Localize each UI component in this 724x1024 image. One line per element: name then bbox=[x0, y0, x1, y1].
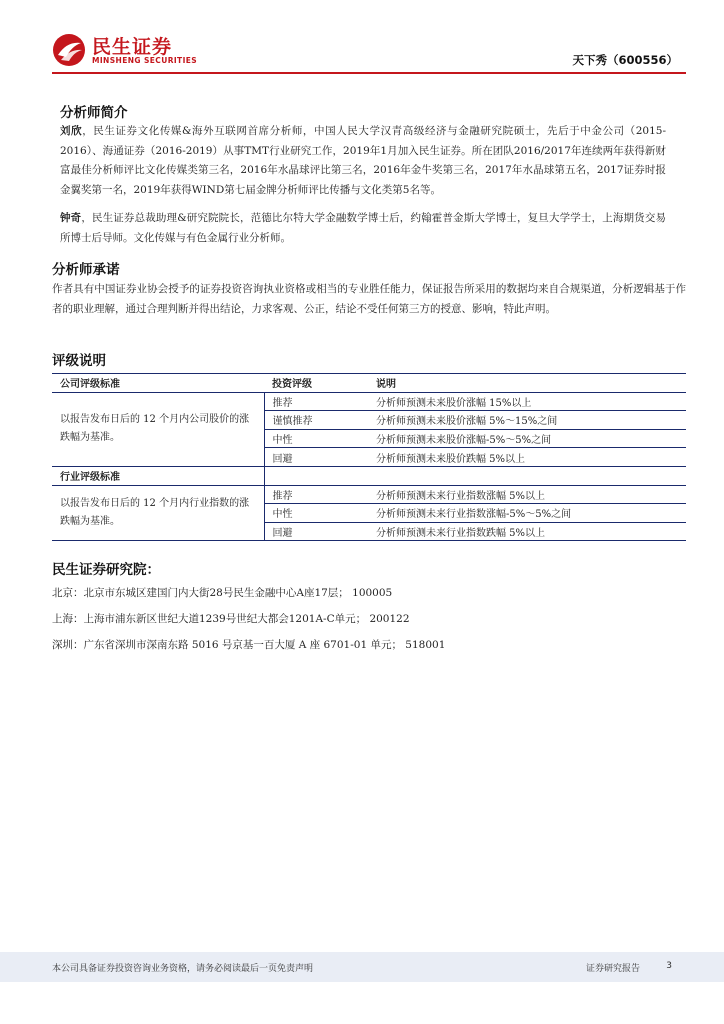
analyst-name-2: 钟奇 bbox=[60, 212, 82, 224]
industry-standard-header: 行业评级标准 bbox=[52, 466, 264, 485]
section-title-commitment: 分析师承诺 bbox=[52, 262, 120, 278]
rating-description: 分析师预测未来股价跌幅 5%以上 bbox=[368, 448, 686, 467]
footer-disclaimer: 本公司具备证券投资咨询业务资格，请务必阅读最后一页免责声明 bbox=[52, 964, 314, 974]
rating-value: 回避 bbox=[264, 522, 368, 541]
footer-report-type: 证券研究报告 bbox=[585, 964, 640, 974]
rating-description: 分析师预测未来行业指数跌幅 5%以上 bbox=[368, 522, 686, 541]
report-subject: 天下秀（600556） bbox=[572, 53, 678, 67]
table-row bbox=[52, 485, 686, 504]
empty-cell bbox=[368, 466, 686, 485]
rating-value: 推荐 bbox=[264, 392, 368, 411]
analyst-bio-text-1: ，民生证券文化传媒&海外互联网首席分析师，中国人民大学汉青高级经济与金融研究院硕士，先后于中金公司（2015-2016）、海通证券（2016-2019）从事TMT行业研究工作，2019年1月加入民生证券。所在团队2016/2017年连续两年获得新财富最佳分析师评比文化传媒类第三名，2016年水晶球评比第三名，2016年金牛奖第三名，2017年水晶球第五名，2017证券时报金翼奖第一名，2019年获得WIND第七届金牌分析师评比传播与文化类第5名等。 bbox=[60, 125, 666, 196]
rating-description: 分析师预测未来行业指数涨幅 5%以上 bbox=[368, 485, 686, 504]
rating-description: 分析师预测未来股价涨幅 15%以上 bbox=[368, 392, 686, 411]
rating-value: 回避 bbox=[264, 448, 368, 467]
section-title-analyst-intro: 分析师简介 bbox=[60, 105, 128, 121]
table-row bbox=[52, 392, 686, 411]
commitment-text: 作者具有中国证券业协会授予的证券投资咨询执业资格或相当的专业胜任能力，保证报告所采用的数据均来自合规渠道，分析逻辑基于作者的职业理解，通过合理判断并得出结论，力求客观、公正，结论不受任何第三方的授意、影响，特此声明。 bbox=[52, 283, 686, 315]
rating-header-company bbox=[52, 374, 686, 393]
empty-cell bbox=[264, 466, 368, 485]
industry-basis: 以报告发布日后的 12 个月内行业指数的涨跌幅为基准。 bbox=[52, 485, 264, 541]
company-standard-header: 公司评级标准 bbox=[60, 379, 120, 391]
page-header bbox=[0, 0, 724, 80]
rating-description: 分析师预测未来行业指数涨幅-5%～5%之间 bbox=[368, 504, 686, 523]
analyst-bio-text-2: ，民生证券总裁助理&研究院院长，范德比尔特大学金融数学博士后，约翰霍普金斯大学博士，复旦大学学士，上海期货交易所博士后导师。文化传媒与有色金属行业分析师。 bbox=[60, 212, 666, 244]
analyst-name-1: 刘欣 bbox=[60, 125, 83, 137]
section-title-institute: 民生证券研究院： bbox=[52, 562, 160, 578]
header-divider bbox=[52, 72, 686, 74]
address-shenzhen: 深圳：广东省深圳市深南东路 5016 号京基一百大厦 A 座 6701-01 单元； 518001 bbox=[52, 639, 446, 651]
rating-table bbox=[52, 373, 686, 541]
analyst-bio-2 bbox=[60, 209, 666, 248]
rating-column-header: 投资评级 bbox=[272, 379, 312, 391]
page-footer bbox=[0, 952, 724, 982]
analyst-bio-1 bbox=[60, 122, 666, 200]
address-beijing: 北京：北京市东城区建国门内大街28号民生金融中心A座17层； 100005 bbox=[52, 587, 393, 599]
minsheng-logo-icon bbox=[52, 33, 86, 67]
logo-text: 民生证券 bbox=[92, 36, 173, 58]
rating-value: 推荐 bbox=[264, 485, 368, 504]
rating-value: 谨慎推荐 bbox=[264, 411, 368, 430]
rating-description: 分析师预测未来股价涨幅 5%～15%之间 bbox=[368, 411, 686, 430]
section-title-rating: 评级说明 bbox=[52, 353, 106, 369]
logo-english-text: MINSHENG SECURITIES bbox=[92, 56, 198, 65]
page-number: 3 bbox=[666, 961, 672, 971]
rating-header-industry bbox=[52, 466, 686, 485]
rating-value: 中性 bbox=[264, 504, 368, 523]
rating-value: 中性 bbox=[264, 429, 368, 448]
address-shanghai: 上海：上海市浦东新区世纪大道1239号世纪大都会1201A-C单元； 200122 bbox=[52, 613, 410, 625]
rating-description: 分析师预测未来股价涨幅-5%～5%之间 bbox=[368, 429, 686, 448]
description-column-header: 说明 bbox=[376, 379, 396, 391]
company-basis: 以报告发布日后的 12 个月内公司股价的涨跌幅为基准。 bbox=[52, 392, 264, 466]
